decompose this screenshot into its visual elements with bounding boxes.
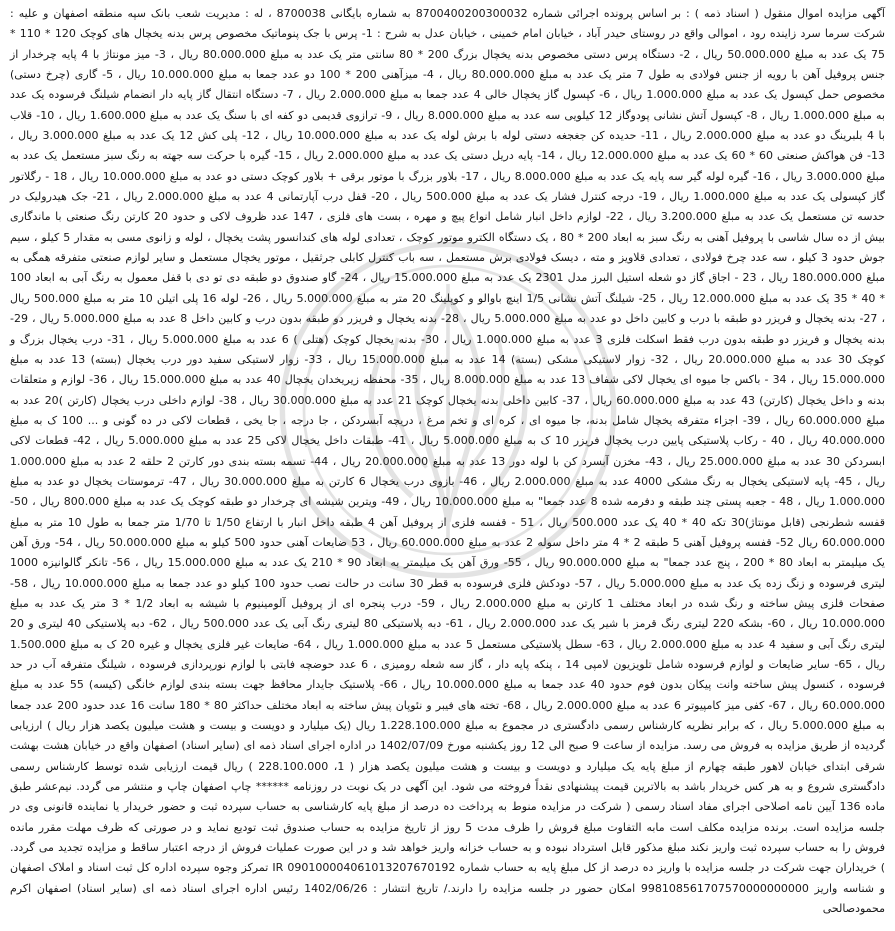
auction-notice-body: آگهی مزایده اموال منقول ( اسناد ذمه ) : بر اساس پرونده اجرائی شماره 8700400200300032 به شماره بایگانی 8700038 ، له : مدیریت شعب بانک سپه منطقه اصفهان و علیه : شرکت سرما سرد زاینده رود ، اموالی واقع در روستای حیدر آباد ، خیابان امام خمینی ، خیابان عدل به شرح : 1- پرس با جک پنوماتیک مخصوص پرس بدنه یخچال های کوچک 120 * 110 * 75 یک عدد به مبلغ 50.000.000 ریال ، 2- دستگاه پرس دستی مخصوص بدنه یخچال بزرگ 200 * 80 سانتی متر یک عدد به مبلغ 80.000.000 ریال ، 3- میز مونتاژ با 4 پایه چرخدار از جنس پروفیل آهن با رویه از جنس فولادی به طول 7 متر یک عدد به مبلغ 80.000.000 ریال ، 4- میزآهنی 200 * 100 دو عدد جمعا به مبلغ 10.000.000 ریال ، 5- گاری (چرخ دستی) مخصوص حمل کپسول یک عدد به مبلغ 1.000.000 ریال ، 6- کپسول گاز یخچال خالی 4 عدد جمعا به مبلغ 2.000.000 ریال ، 7- دستگاه انتقال گاز پایه دار انضمام شیلنگ فرسوده یک عدد به مبلغ 1.000.000 ریال ، 8- کپسول آتش نشانی پودوگاز 12 کیلویی سه عدد به مبلغ 8.000.000 ریال ، 9- ترازوی قدیمی دو کفه ای با سنگ یک عدد به مبلغ 1.600.000 ریال ، 10- قلاب با 4 بلبرینگ دو عدد به مبلغ 2.000.000 ریال ، 11- حدیده کن جغجغه دستی لوله با برش لوله یک عدد به مبلغ 10.000.000 ریال ، 12- پلی کش 12 یک عدد به مبلغ 3.000.000 ریال ، 13- فن هواکش صنعتی 60 * 60 یک عدد به مبلغ 12.000.000 ریال ، 14- پایه دریل دستی یک عدد به مبلغ 2.000.000 ریال ، 15- گیره با حرکت سه جهته به رنگ سبز مستعمل یک عدد به مبلغ 3.000.000 ریال ، 16- گیره لوله گیر سه پایه یک عدد به مبلغ 8.000.000 ریال ، 17- بلاور بزرگ با موتور برقی + بلاور کوچک دستی دو عدد به مبلغ 10.000.000 ریال ، 18 - رگلاتور گاز کپسولی یک عدد به مبلغ 1.000.000 ریال ، 19- درجه کنترل فشار یک عدد به مبلغ 500.000 ریال ، 20- قفل درب آپارتمانی 4 عدد به مبلغ 2.000.000 ریال ، 21- جک هیدرولیک در حدسه تن مستعمل یک عدد به مبلغ 3.200.000 ریال ، 22- لوازم داخل انبار شامل انواع پیچ و مهره ، بست های فلزی ، 147 عدد ظروف لاکی و حدود 20 کارتن رنگ صنعتی با ماندگاری بیش از ده سال شاسی با پروفیل آهنی به رنگ سبز به ابعاد 200 * 80 ، یک دستگاه الکترو موتور کوچک ، تعدادی لوله های کندانسور پشت یخچال ، لوله و زانوی مسی به مقدار 5 کیلو ، سیم جوش حدود 3 کیلو ، سه عدد چرخ فولادی ، تعدادی قلاویز و مته ، دیسک فولادی برش مستعمل ، سه باب کنترل کابلی جرثقیل ، موتور یخچال مستعمل و سایر لوازم صنعتی متفرقه همگی به مبلغ 180.000.000 ریال ، 23 - اجاق گاز دو شعله استیل البرز مدل 2301 یک عدد به مبلغ 15.000.000 ریال ، 24- گاو صندوق دو طبقه دی تو دی با قفل معمول به رنگ آبی به ابعاد 100 * 40 * 35 یک عدد به مبلغ 12.000.000 ریال ، 25- شیلنگ آتش نشانی 1/5 اینچ باوالو و کوپلینگ 20 متر به مبلغ 5.000.000 ریال ، 26- لوله 16 پلی اتیلن 10 متر به مبلغ 500.000 ریال ، 27- بدنه یخچال و فریزر دو طبقه با درب و کابین داخل دو عدد به مبلغ 5.000.000 ریال ، 28- بدنه یخچال و فریزر دو طبقه بدون درب و کابین داخل 8 عدد به مبلغ 5.000.000 ریال ، 29- بدنه یخچال و فریزر دو طبقه بدون درب فقط اسکلت فلزی 3 عدد به مبلغ 1.000.000 ریال ، 30- بدنه یخچال کوچک (هتلی ) 6 عدد به مبلغ 5.000.000 ریال ، 31- درب یخچال بزرگ و کوچک 30 عدد به مبلغ 20.000.000 ریال ، 32- زوار لاستیکی مشکی (بسته) 14 عدد به مبلغ 15.000.000 ریال ، 33- زوار لاستیکی سفید دور درب یخچال (بسته) 13 عدد به مبلغ 15.000.000 ریال ، 34 - باکس جا میوه ای یخچال لاکی شفاف 13 عدد به مبلغ 8.000.000 ریال ، 35- محفظه زیریخدان یخچال 40 عدد به مبلغ 15.000.000 ریال ، 36- لوازم و متعلقات بدنه و داخل یخچال (کارتن) 43 عدد به مبلغ 60.000.000 ریال ، 37- کابین داخلی بدنه یخچال کوچک 21 عدد به مبلغ 30.000.000 ریال ، 38- لوازم داخلی درب یخچال (کارتن )20 عدد به مبلغ 60.000.000 ریال ، 39- اجزاء متفرقه یخچال شامل بدنه، جا میوه ای ، کره ای و تخم مرغ ، دریچه آبسردکن ، جا درجه ، جا یخی ، قطعات لاکی در ده گونی و ... 100 ک به مبلغ 40.000.000 ریال ، 40 - رکاب پلاستیکی پایین درب یخچال فریزر 10 ک به مبلغ 5.000.000 ریال ، 41- طبقات داخل یخچال لاکی 25 عدد به مبلغ 5.000.000 ریال ، 42- قطعات لاکی ابسردکن 30 عدد به مبلغ 25.000.000 ریال ، 43- مخزن آبسرد کن با لوله دور 13 عدد به مبلغ 20.000.000 ریال ، 44- تسمه بسته بندی دور کارتن 2 حلقه 2 عدد به مبلغ 1.000.000 ریال ، 45- پایه لاستیکی یخچال به رنگ مشکی 4000 عدد به مبلغ 2.000.000 ریال ، 46- بازوی درب یخچال 6 کارتن به مبلغ 30.000.000 ریال ، 47- ترموستات یخچال دو عدد به مبلغ 1.000.000 ریال ، 48 - جعبه پستی چند طبقه و دفرمه شده 8 عدد جمعا" به مبلغ 10.000.000 ریال ، 49- ویترین شیشه ای چرخدار دو طبقه کوچک یک عدد به مبلغ 800.000 ریال ، 50- قفسه شطرنجی (قابل مونتاژ)30 تکه 40 * 40 یک عدد 500.000 ریال ، 51 - قفسه فلزی از پروفیل آهن 4 طبقه داخل انبار با ارتفاع 1/50 تا 1/70 متر جمعا به طول 10 متر به مبلغ 60.000.000 ریال 52- قفسه پروفیل آهنی 5 طبقه 2 * 4 متر داخل سوله 2 عدد به مبلغ 60.000.000 ریال ، 53 ضایعات آهنی حدود 500 کیلو به مبلغ 50.000.000 ریال ، 54- ورق آهن یک میلیمتر به ابعاد 80 * 200 ، پنج عدد جمعا" به مبلغ 90.000.000 ریال ، 55- ورق آهن یک میلیمتر به ابعاد 90 * 210 یک عدد به مبلغ 15.000.000 ریال ، 56- تانکر گالوانیزه 1000 لیتری فرسوده و زنگ زده یک عدد به مبلغ 5.000.000 ریال ، 57- دودکش فلزی فرسوده به قطر 30 سانت در حالت نصب حدود 100 کیلو دو عدد جمعا به مبلغ 10.000.000 ریال ، 58- صفحات فلزی پیش ساخته و رنگ شده در ابعاد مختلف 1 کارتن به مبلغ 2.000.000 ریال ، 59- درب پنجره ای از پروفیل آلومینیوم با شیشه به ابعاد 1/2 * 3 متر یک عدد به مبلغ 10.000.000 ریال ، 60- بشکه 220 لیتری رنگ قرمز با شیر یک عدد 2.000.000 ریال ، 61- دبه پلاستیکی 80 لیتری رنگ آبی یک عدد 500.000 ریال ، 62- دبه پلاستیکی 40 لیتری و 20 لیتری رنگ آبی و سفید 4 عدد به مبلغ 2.000.000 ریال ، 63- سطل پلاستیکی مستعمل 5 عدد به مبلغ 1.000.000 ریال ، 64- ضایعات غیر فلزی یخچال و غیره 20 ک به مبلغ 1.500.000 ریال ، 65- سایر ضایعات و لوازم فرسوده شامل تلویزیون لامپی 14 ، پنکه پایه دار ، گاز سه شعله رومیزی ، 6 عدد حوضچه فابتی با لوازم نورپردازی فرسوده ، شیلنگ متفرقه آب در حد فرسوده ، کنسول پیش ساخته وانت پیکان بدون فوم حدود 40 عدد جمعا به مبلغ 10.000.000 ریال ، 66- پلاستیک جایدار محافظ جهت بسته بندی لوازم خانگی (کیسه) 55 عدد به مبلغ 60.000.000 ریال ، 67- کفی میز کامپیوتر 6 عدد به مبلغ 2.000.000 ریال ، 68- تخته های فیبر و نئوپان پیش ساخته به ابعاد مختلف حداکثر 80 * 180 سانت 16 عدد حدود 200 عدد جمعا به مبلغ 5.000.000 ریال ، که برابر نظریه کارشناس رسمی دادگستری در مجموع به مبلغ 1.228.100.000 ریال (یک میلیارد و دویست و بیست و هشت میلیون یکصد هزار ریال ) ارزیابی گردیده از طریق مزایده به فروش می رسد. مزایده از ساعت 9 صبح الی 12 روز یکشنبه مورخ 1402/07/09 در اداره اجرای اسناد ذمه ای (سایر اسناد) اصفهان واقع در خیابان هشت بهشت شرقی ابتدای خیابان لاهور طبقه چهارم از مبلغ پایه یک میلیارد و دویست و بیست و هشت میلیون یکصد هزار ( 1، 228.100.000 ) ریال قیمت ارزیابی شده توسط کارشناس رسمی دادگستری شروع و به هر کس خریدار باشد به بالاترین قیمت پیشنهادی نقداً فروخته می شود. این آگهی در یک نوبت در روزنامه ****** چاپ اصفهان چاپ و منتشر می گردد. نیم‌عشر طبق ماده 136 آیین نامه اصلاحی اجرای مفاد اسناد رسمی ( شرکت در مزایده منوط به پرداخت ده درصد از مبلغ پایه کارشناسی به حساب سپرده ثبت و حضور خریدار یا نماینده قانونی وی در جلسه مزایده است. برنده مزایده مکلف است مابه التفاوت مبلغ فروش را ظرف مدت 5 روز از تاریخ مزایده به حساب صندوق ثبت تودیع نماید و در صورتی که ظرف مهلت مقرر مانده فروش را به حساب سپرده ثبت واریز نکند مبلغ مذکور قابل استرداد نبوده و به حساب خزانه واریز خواهد شد و در این صورت عملیات فروش از درجه اعتبار ساقط و مزایده تجدید می گردد. ) خریداران جهت شرکت در جلسه مزایده با واریز ده درصد از کل مبلغ پایه به حساب شماره IR 090100004061013207670192 تمرکز وجوه سپرده اداره کل ثبت اسناد و املاک اصفهان و شناسه واریز 998108561707570000000000 امکان حضور در جلسه مزایده را دارند./ تاریخ انتشار : 1402/06/26 رئیس اداره اجرای اسناد ذمه ای (سایر اسناد) اصفهان اکرم محمودصالحی xyxy=(10,7,886,916)
